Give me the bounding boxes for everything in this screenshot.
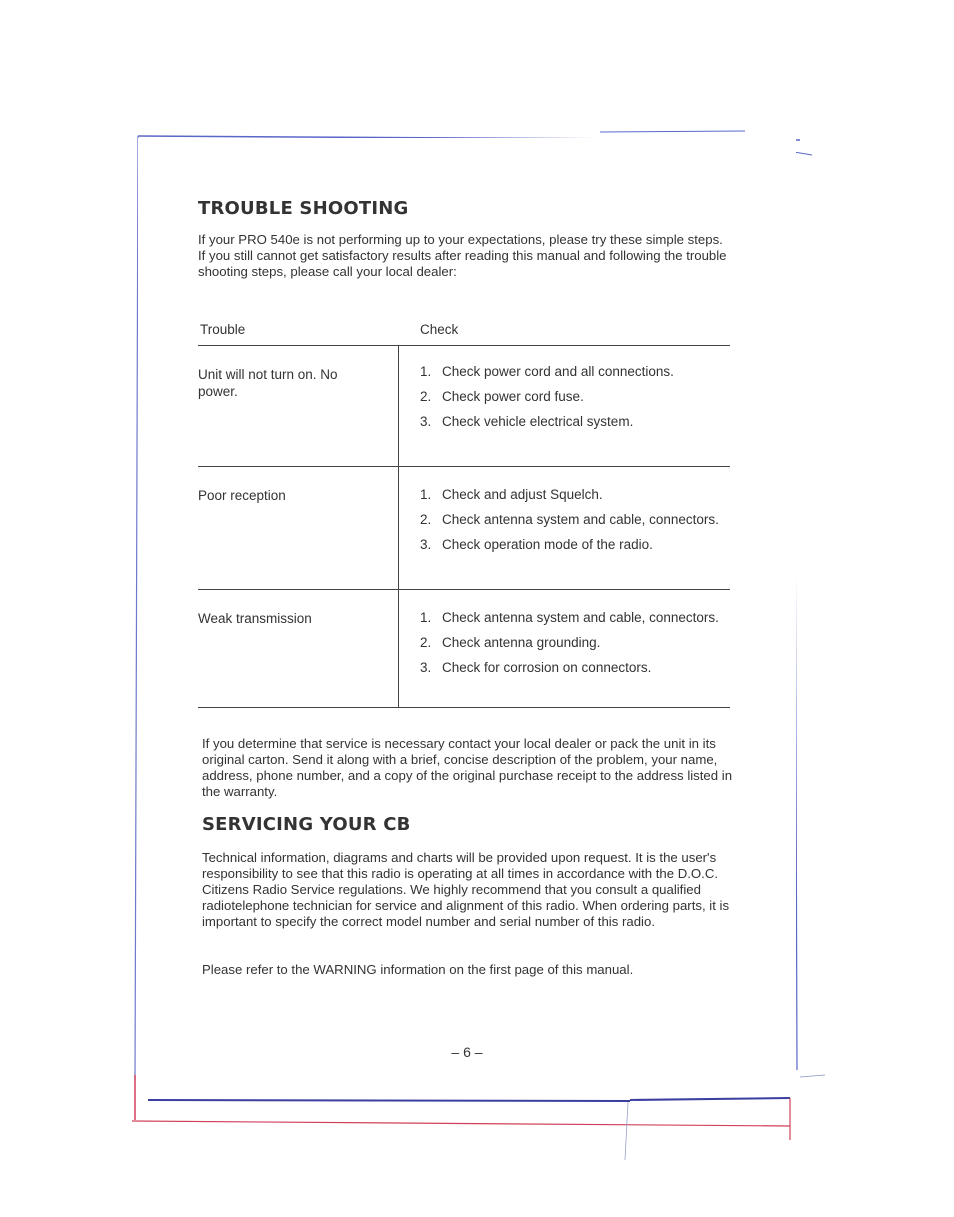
check-item	[420, 537, 732, 553]
check-text: Check power cord fuse.	[442, 389, 584, 404]
column-divider	[398, 345, 399, 707]
check-number: 3.	[420, 414, 432, 429]
check-text: Check vehicle electrical system.	[442, 414, 634, 429]
column-header-check: Check	[420, 322, 459, 337]
page-number: – 6 –	[451, 1044, 483, 1060]
warning-reference: Please refer to the WARNING information on the first page of this manual.	[202, 962, 634, 977]
check-list	[420, 610, 732, 685]
trouble-shooting-table	[198, 322, 730, 702]
trouble-cell: Poor reception	[198, 488, 286, 503]
check-item	[420, 364, 732, 380]
trouble-shooting-intro: If your PRO 540e is not performing up to your expectations, please try these simple steps. If you still cannot get satisfactory results after reading this manual and following the trouble shooting steps, please call your local dealer:	[198, 232, 727, 279]
check-number: 3.	[420, 660, 432, 675]
servicing-body: Technical information, diagrams and charts will be provided upon request. It is the user's responsibility to see that this radio is operating at all times in accordance with the D.O.C. Citizens Radio Service regulations. We highly recommend that you consult a qualified radiotelephone technician for service and alignment of this radio. When ordering parts, it is important to specify the correct model number and serial number of this radio.	[202, 850, 730, 929]
check-number: 2.	[420, 512, 432, 527]
check-item	[420, 414, 732, 430]
check-text: Check antenna grounding.	[442, 635, 601, 650]
check-number: 2.	[420, 635, 432, 650]
header-divider	[198, 345, 730, 346]
check-text: Check antenna system and cable, connectors.	[442, 610, 719, 625]
check-item	[420, 660, 732, 676]
row-divider	[198, 589, 730, 590]
check-item	[420, 635, 732, 651]
check-text: Check antenna system and cable, connectors.	[442, 512, 719, 527]
check-list	[420, 364, 732, 439]
trouble-cell: Unit will not turn on. No power.	[198, 367, 338, 399]
service-note: If you determine that service is necessary contact your local dealer or pack the unit in its original carton. Send it along with a brief, concise description of the problem, your name, address, phone number, and a copy of the original purchase receipt to the address listed in the warranty.	[202, 736, 733, 799]
check-text: Check and adjust Squelch.	[442, 487, 603, 502]
check-item	[420, 610, 732, 626]
trouble-shooting-heading: TROUBLE SHOOTING	[198, 198, 409, 219]
check-number: 3.	[420, 537, 432, 552]
check-item	[420, 389, 732, 405]
check-text: Check power cord and all connections.	[442, 364, 674, 379]
check-number: 1.	[420, 364, 432, 379]
check-number: 2.	[420, 389, 432, 404]
check-item	[420, 487, 732, 503]
column-header-trouble: Trouble	[200, 322, 246, 337]
check-item	[420, 512, 732, 528]
check-list	[420, 487, 732, 562]
row-divider	[198, 466, 730, 467]
check-text: Check for corrosion on connectors.	[442, 660, 652, 675]
check-text: Check operation mode of the radio.	[442, 537, 653, 552]
check-number: 1.	[420, 610, 432, 625]
servicing-heading: SERVICING YOUR CB	[202, 814, 411, 835]
check-number: 1.	[420, 487, 432, 502]
table-bottom-rule	[198, 707, 730, 708]
trouble-cell: Weak transmission	[198, 611, 312, 626]
manual-page	[138, 138, 796, 1096]
